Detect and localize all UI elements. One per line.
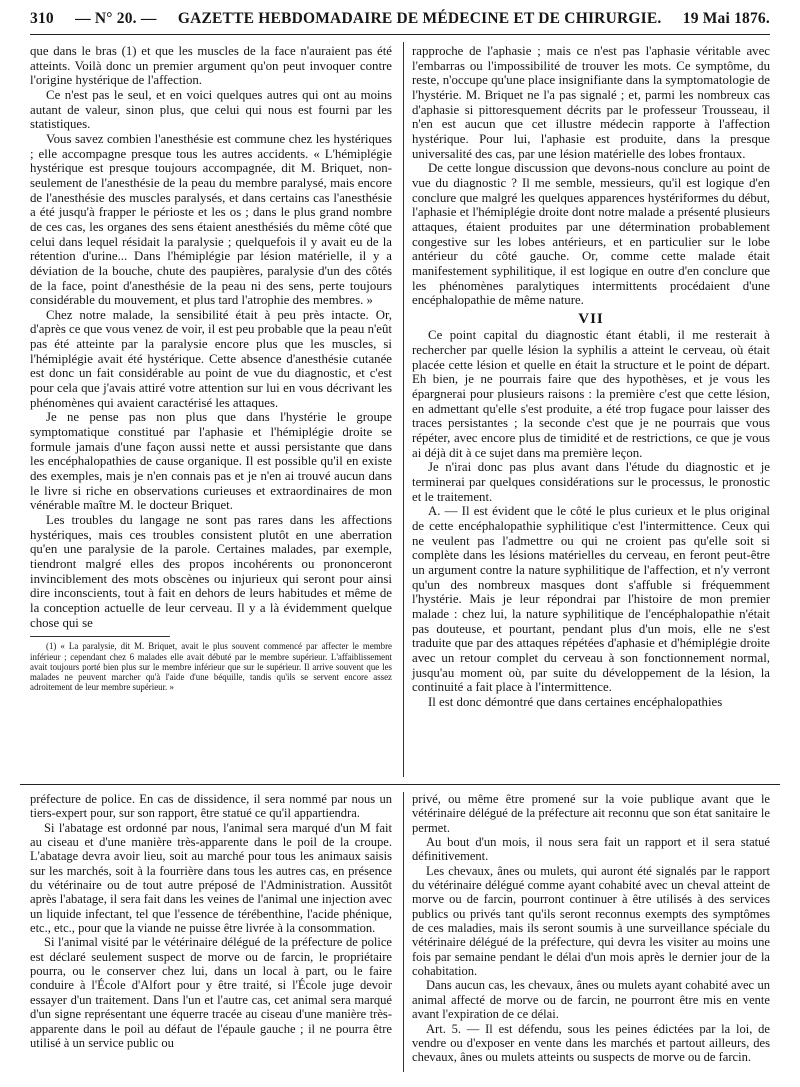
issue-number: — N° 20. — [75, 10, 157, 27]
issue-date: 19 Mai 1876. [682, 10, 770, 27]
paragraph: A. — Il est évident que le côté le plus curieux et le plus original de cette encéphalopathie syphilitique c'est l'intermittence. Ceux qui ne veulent pas l'admettre ou qui ne croient pas qu'elle soit si complète dans les lésions matérielles du cerveau, en feront peut-être un argument contre la nature syphilitique de l'affection, et n'y verront qu'un des nombreux masques dont s'affuble si fréquemment l'hystérie. Mais je leur répondrai par l'histoire de mon premier malade : chez lui, la nature syphilitique de l'encéphalopathie n'était pas douteuse, et pourtant, pendant plus d'un mois, elle ne s'est traduite que par des attaques répétées d'aphasie et d'hémiplégie droite avec un retour complet du cerveau à son fonctionnement normal, jusqu'au moment où, par suite du développement de la lésion, la continuité a fait place à l'intermittence. [412, 504, 770, 695]
paragraph: préfecture de police. En cas de dissidence, il sera nommé par nous un tiers-expert pour, sur son rapport, être statué ce qu'il appartiendra. [30, 792, 392, 821]
paragraph: Si l'abatage est ordonné par nous, l'animal sera marqué d'un M fait au ciseau et d'une manière très-apparente dans le poil de la croupe. L'abatage devra avoir lieu, soit au marché pour tous les animaux saisis sur les marchés, soit à la fourrière dans tous les autres cas, en présence du vétérinaire ou de tout autre préposé de l'Administration. Aussitôt après l'abatage, il sera fait dans les veines de l'animal une injection avec un liquide infectant, tel que l'essence de térébenthine, l'acide phénique, etc., etc., pour que la viande ne puisse être livrée à la consommation. [30, 820, 392, 936]
lower-left-column [30, 792, 392, 1050]
upper-left-column [30, 44, 392, 693]
section-separator [20, 784, 780, 785]
paragraph: Chez notre malade, la sensibilité était à peu près intacte. Or, d'après ce que vous venez de voir, il est peu probable que la peau n'eût pas été atteinte par la paralysie encore plus que les muscles, si l'hémiplégie avait été hystérique. Cette absence d'anesthésie cutanée est donc un fait considérable au point de vue du diagnostic, et c'est pour cela que j'avais attiré votre attention sur lui en vous décrivant les phénomènes qui avaient caractérisé les attaques. [30, 307, 392, 410]
paragraph: Vous savez combien l'anesthésie est commune chez les hystériques ; elle accompagne presque tous les autres accidents. « L'hémiplégie hystérique est presque toujours accompagnée, dit M. Briquet, non-seulement de l'anesthésie de la peau du membre paralysé, mais encore de l'anesthésie des muscles paralysés, et dans certains cas l'anesthésie a été jusqu'à frapper le périoste et les os ; dans le plus grand nombre de ces cas, les organes des sens étaient anesthésiés du même côté que celui dans lequel résidait la paralysie ; quelquefois il y avait eu de la rétention d'urine... Dans l'hémiplégie par lésion matérielle, il y a déviation de la bouche, chute des paupières, paralysie d'un des côtés de la face, point d'anesthésie de la peau ni des sens, perte toujours considérable du mouvement, et plus tard l'atrophie des membres. » [30, 131, 392, 308]
paragraph: Ce n'est pas le seul, et en voici quelques autres qui ont au moins autant de valeur, sinon plus, que celui qui nous est fourni par les statistiques. [30, 87, 392, 132]
paragraph: Il est donc démontré que dans certaines encéphalopathies [428, 694, 723, 709]
paragraph: Dans aucun cas, les chevaux, ânes ou mulets ayant cohabité avec un animal affecté de morve ou de farcin, ne pourront être mis en vente avant l'expiration de ce délai. [412, 978, 770, 1022]
page-number: 310 [30, 10, 54, 27]
paragraph: Si l'animal visité par le vétérinaire délégué de la préfecture de police est déclaré seulement suspect de morve ou de farcin, le propriétaire pourra, ou le conserver chez lui, dans un local à part, ou le faire conduire à l'École d'Alfort pour y être traité, si l'École juge devoir essayer d'un traitement. Dans l'un et l'autre cas, cet animal sera marqué d'un signe représentant une équerre tracée au ciseau d'une manière très-apparente dans le poil au défaut de l'épaule gauche ; il ne pourra être utilisé à un service public ou [30, 935, 392, 1050]
footnote-rule [30, 636, 170, 637]
upper-right-column [412, 44, 770, 710]
paragraph: Les chevaux, ânes ou mulets, qui auront été signalés par le rapport du vétérinaire délégué comme ayant cohabité avec un cheval atteint de morve ou de farcin, pourront continuer à être utilisés à des services publics ou privés tant qu'ils seront reconnus exempts des symptômes de ces maladies, mais ils seront soumis à une surveillance spéciale du vétérinaire délégué de la préfecture, qui devra les visiter au moins une fois par semaine pendant le délai d'un mois après le dernier jour de la cohabitation. [412, 863, 770, 979]
paragraph: Je n'irai donc pas plus avant dans l'étude du diagnostic et je terminerai par quelques considérations sur le processus, le pronostic et le traitement. [412, 460, 770, 504]
paragraph: Ce point capital du diagnostic étant établi, il me resterait à rechercher par quelle lésion la syphilis a atteint le cerveau, où était placée cette lésion et quelle en était la structure et le point de départ. Eh bien, je ne pourrais faire que des hypothèses, et je vous les épargnerai pour plusieurs raisons : la première c'est que cette lésion, en admettant qu'elle s'est produite, a été trop fugace pour laisser des traces persistantes ; la seconde c'est que je ne pourrais que vous répéter, avec encore plus de timidité et de restrictions, ce que je vous ai déjà dit à ce sujet dans ma première leçon. [412, 328, 770, 460]
header-rule [30, 34, 770, 35]
paragraph: Au bout d'un mois, il nous sera fait un rapport et il sera statué définitivement. [412, 835, 770, 864]
paragraph: privé, ou même être promené sur la voie publique avant que le vétérinaire délégué de la préfecture ait reconnu que son état sanitaire le permet. [412, 792, 770, 835]
paragraph: Je ne pense pas non plus que dans l'hystérie le groupe symptomatique constitué par l'aphasie et l'hémiplégie droite se formule jamais d'une façon aussi nette et aussi persistante que dans les encéphalopathies de cause organique. Il est possible qu'il en existe des exemples, mais je n'en connais pas et je n'en ai trouvé aucun dans le livre si riche en observations curieuses et extraordinaires de mon vénérable maître M. le docteur Briquet. [30, 410, 392, 513]
paragraph: De cette longue discussion que devons-nous conclure au point de vue du diagnostic ? Il me semble, messieurs, qu'il est logique d'en conclure que malgré les quelques apparences hystériformes du début, l'aphasie et l'hémiplégie droite dont notre malade a présenté plusieurs attaques, étaient produites par une détermination probablement congestive sur les lobes antérieurs, et en particulier sur le lobe antérieur du côté gauche. Or, comme cette malade était manifestement syphilitique, il est logique en outre d'en conclure que les phénomènes paralytiques intermittents procédaient d'une encéphalopathie de même nature. [412, 161, 770, 308]
paragraph: Les troubles du langage ne sont pas rares dans les affections hystériques, mais ces troubles consistent plutôt en une aberration qu'en une paralysie de la parole. Certaines malades, par exemple, tiendront malgré elles des propos incohérents ou prononceront invinciblement des mots obscènes ou injurieux qui seront pour ainsi dire inconscients, tout à fait en dehors de leurs habitudes et même de la conception actuelle de leur cerveau. Il y a là évidemment quelque chose qui se [30, 513, 392, 630]
footnote: (1) « La paralysie, dit M. Briquet, avait le plus souvent commencé par affecter le membre inférieur ; cependant chez 6 malades elle avait débuté par le membre supérieur. L'affaiblissement avait toujours porté bien plus sur le membre inférieur que sur le supérieur. Il arrive souvent que les malades ne peuvent marcher qu'à l'aide d'une béquille, tandis qu'ils se servent encore assez adroitement de leur membre supérieur. » [30, 641, 392, 693]
column-divider [403, 42, 404, 777]
lower-right-column [412, 792, 770, 1065]
paragraph: que dans le bras (1) et que les muscles de la face n'auraient pas été atteints. Voilà donc un premier argument qu'on peut invoquer contre l'origine hystérique de l'affection. [30, 44, 392, 88]
section-heading: VII [578, 310, 604, 327]
running-header [30, 6, 770, 32]
column-divider [403, 792, 404, 1072]
journal-title: GAZETTE HEBDOMADAIRE DE MÉDECINE ET DE CHIRURGIE. [177, 10, 662, 27]
paragraph: rapproche de l'aphasie ; mais ce n'est pas l'aphasie véritable avec l'embarras ou l'impossibilité de trouver les mots. Ce symptôme, du reste, n'occupe qu'une place insignifiante dans la symptomatologie de l'hystérie. M. Briquet ne l'a pas signalé ; et, parmi les nombreux cas d'aphasie si pittoresquement décrits par le professeur Trousseau, il n'en est aucun que cet illustre médecin rapporte à l'affection hystérique. Pour lui, l'aphasie est produite, dans la presque universalité des cas, par une lésion matérielle des lobes frontaux. [412, 44, 770, 161]
paragraph: Art. 5. — Il est défendu, sous les peines édictées par la loi, de vendre ou d'exposer en vente dans les marchés et partout ailleurs, des chevaux, ânes ou mulets atteints ou suspects de morve ou de farcin. [412, 1021, 770, 1065]
